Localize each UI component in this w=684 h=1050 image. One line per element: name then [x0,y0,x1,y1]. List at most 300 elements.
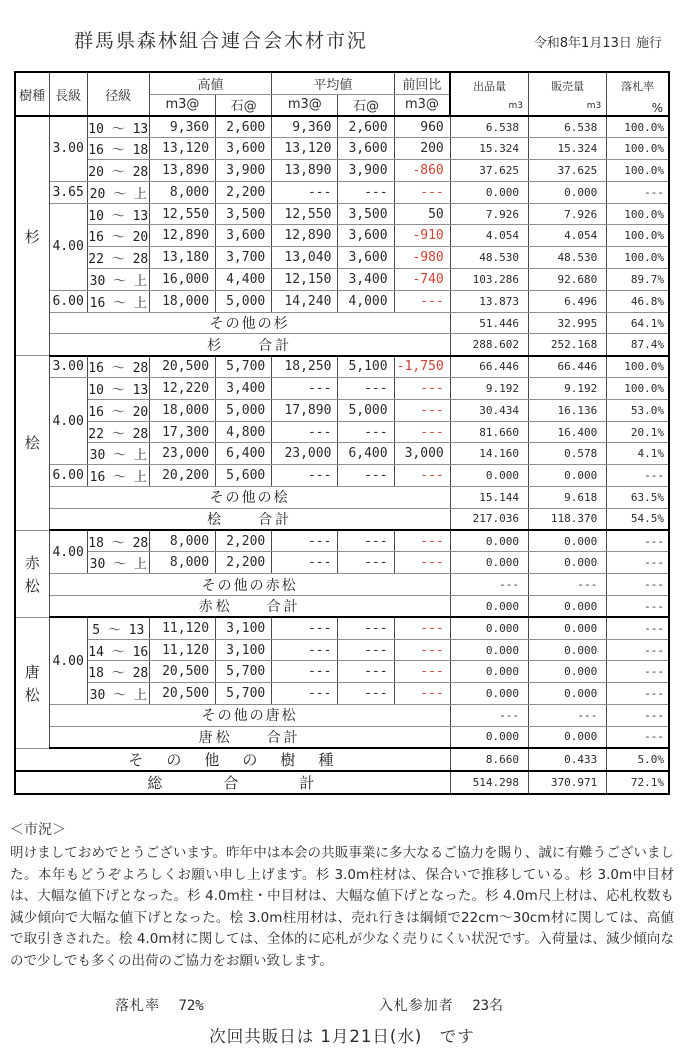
cell-offered: 0.000 [450,726,528,748]
col-header-offered [450,72,528,116]
cell-rate: 4.1% [607,443,669,465]
cell-sold: 9.192 [528,378,606,400]
cell-high-m3: 11,120 [149,639,215,661]
cell-prev-diff: --- [394,683,450,705]
cell-high-m3: 8,000 [149,530,215,552]
cell-avg-koku: 6,400 [338,443,394,465]
cell-avg-m3: 14,240 [272,290,338,312]
cell-sold: 0.000 [528,552,606,574]
total-label: 桧 合計 [49,508,450,530]
cell-avg-koku: --- [338,378,394,400]
table-row-total [15,334,669,356]
cell-prev-diff: -860 [394,160,450,182]
length-grade: 3.00 [49,116,87,181]
cell-prev-diff: --- [394,421,450,443]
cell-avg-m3: --- [272,530,338,552]
other-label: その他の桧 [49,487,450,509]
cell-prev-diff: --- [394,661,450,683]
cell-offered: 15.144 [450,487,528,509]
cell-sold: 0.000 [528,683,606,705]
page [0,26,684,1050]
bid-rate-label: 落札率 [115,997,160,1014]
cell-rate: --- [607,530,669,552]
species-label: 唐松 [15,617,49,748]
cell-offered: 9.192 [450,378,528,400]
table-row [15,269,669,291]
diameter-grade: 16 ～ 上 [87,290,149,312]
cell-rate: 87.4% [607,334,669,356]
cell-sold: 32.995 [528,312,606,334]
cell-rate: 100.0% [607,247,669,269]
length-grade: 4.00 [49,617,87,704]
table-row-total [15,508,669,530]
table-row [15,247,669,269]
cell-sold: 0.000 [528,617,606,639]
cell-sold: 6.496 [528,290,606,312]
cell-rate: 100.0% [607,356,669,378]
cell-offered: 14.160 [450,443,528,465]
cell-rate: --- [607,683,669,705]
report-heading: ＜市況＞ [10,822,66,839]
cell-high-koku: 3,500 [216,203,272,225]
length-grade: 6.00 [49,290,87,312]
cell-avg-koku: 3,600 [338,225,394,247]
cell-sold: 66.446 [528,356,606,378]
cell-high-koku: 5,000 [216,399,272,421]
cell-high-m3: 20,500 [149,356,215,378]
table-row [15,181,669,203]
cell-prev-diff: --- [394,181,450,203]
cell-high-koku: 3,100 [216,639,272,661]
cell-rate: 100.0% [607,138,669,160]
cell-high-m3: 13,890 [149,160,215,182]
col-header-rate [607,72,669,116]
cell-avg-m3: --- [272,661,338,683]
cell-avg-m3: 13,890 [272,160,338,182]
col-header-average: 平均値 [272,72,394,94]
cell-avg-koku: 3,600 [338,247,394,269]
cell-high-koku: 2,200 [216,552,272,574]
cell-offered: 48.530 [450,247,528,269]
cell-high-m3: 17,300 [149,421,215,443]
cell-high-m3: 20,500 [149,683,215,705]
cell-rate: 100.0% [607,378,669,400]
unit-high-m3: m3@ [149,94,215,116]
cell-avg-m3: 12,150 [272,269,338,291]
cell-rate: --- [607,639,669,661]
length-grade: 6.00 [49,465,87,487]
diameter-grade: 10 ～ 13 [87,116,149,138]
sold-unit: m3 [586,101,602,111]
cell-rate: 100.0% [607,116,669,138]
cell-prev-diff: -980 [394,247,450,269]
total-label: 赤松 合計 [49,596,450,618]
cell-avg-m3: --- [272,378,338,400]
cell-rate: 54.5% [607,508,669,530]
table-row [15,683,669,705]
cell-rate: 72.1% [607,771,669,794]
cell-offered: 15.324 [450,138,528,160]
cell-sold: --- [528,574,606,596]
cell-rate: 64.1% [607,312,669,334]
diameter-grade: 14 ～ 16 [87,639,149,661]
table-row [15,116,669,138]
cell-high-koku: 5,700 [216,661,272,683]
cell-high-koku: 4,400 [216,269,272,291]
table-row-other-species-label: そ の 他 の 樹 種 [15,748,450,771]
cell-avg-koku: 2,600 [338,116,394,138]
table-row [15,530,669,552]
table-row-other [15,574,669,596]
cell-prev-diff: --- [394,639,450,661]
next-sale-date: 次回共販日は 1月21日(水) です [209,1026,475,1046]
species-label: 桧 [15,356,49,530]
cell-high-m3: 12,220 [149,378,215,400]
diameter-grade: 20 ～ 28 [87,160,149,182]
bid-rate-value: 72% [178,997,204,1014]
cell-offered: 0.000 [450,661,528,683]
cell-rate: --- [607,661,669,683]
cell-offered: 8.660 [450,748,528,771]
diameter-grade: 10 ～ 13 [87,203,149,225]
col-header-high: 高値 [149,72,271,94]
diameter-grade: 16 ～ 20 [87,225,149,247]
cell-high-m3: 12,890 [149,225,215,247]
other-label: その他の唐松 [49,705,450,727]
cell-offered: 217.036 [450,508,528,530]
market-table-body [15,116,669,794]
cell-high-m3: 13,180 [149,247,215,269]
cell-prev-diff: --- [394,290,450,312]
cell-avg-koku: --- [338,181,394,203]
participants [379,995,503,1015]
diameter-grade: 30 ～ 上 [87,552,149,574]
sold-label: 販売量 [551,80,585,93]
cell-avg-koku: --- [338,617,394,639]
cell-avg-m3: 12,550 [272,203,338,225]
cell-rate: 100.0% [607,203,669,225]
cell-avg-koku: --- [338,421,394,443]
cell-high-koku: 5,600 [216,465,272,487]
cell-high-koku: 5,000 [216,290,272,312]
cell-high-koku: 3,600 [216,225,272,247]
cell-sold: 0.000 [528,661,606,683]
cell-high-koku: 5,700 [216,683,272,705]
table-row-other-species [15,748,669,771]
cell-avg-m3: --- [272,683,338,705]
cell-avg-koku: 3,900 [338,160,394,182]
cell-offered: 66.446 [450,356,528,378]
cell-offered: 6.538 [450,116,528,138]
diameter-grade: 30 ～ 上 [87,269,149,291]
cell-high-koku: 3,100 [216,617,272,639]
cell-high-m3: 18,000 [149,290,215,312]
cell-sold: 0.000 [528,726,606,748]
table-row [15,290,669,312]
title-bar [12,26,672,53]
diameter-grade: 22 ～ 28 [87,421,149,443]
cell-prev-diff: 200 [394,138,450,160]
cell-rate: 63.5% [607,487,669,509]
cell-sold: 4.054 [528,225,606,247]
table-header [15,72,669,116]
participants-label: 入札参加者 [378,997,454,1014]
cell-high-koku: 5,700 [216,356,272,378]
diameter-grade: 20 ～ 上 [87,181,149,203]
cell-high-m3: 12,550 [149,203,215,225]
cell-rate: 5.0% [607,748,669,771]
col-header-prev-diff: 前回比 [394,72,450,94]
cell-sold: 0.000 [528,596,606,618]
cell-high-m3: 8,000 [149,181,215,203]
cell-rate: 46.8% [607,290,669,312]
table-row [15,617,669,639]
length-grade: 3.00 [49,356,87,378]
table-row-grand-total [15,771,669,794]
cell-sold: --- [528,705,606,727]
cell-sold: 252.168 [528,334,606,356]
cell-rate: --- [607,574,669,596]
footer-stats [0,995,684,1015]
cell-avg-koku: 4,000 [338,290,394,312]
cell-prev-diff: -910 [394,225,450,247]
other-label: その他の赤松 [49,574,450,596]
cell-offered: 7.926 [450,203,528,225]
total-label: 杉 合計 [49,334,450,356]
cell-sold: 92.680 [528,269,606,291]
cell-prev-diff: 3,000 [394,443,450,465]
cell-offered: 81.660 [450,421,528,443]
table-row [15,399,669,421]
cell-sold: 0.578 [528,443,606,465]
cell-high-koku: 2,600 [216,116,272,138]
cell-avg-koku: --- [338,552,394,574]
cell-avg-m3: --- [272,639,338,661]
cell-rate: 100.0% [607,160,669,182]
table-row [15,138,669,160]
cell-high-m3: 20,200 [149,465,215,487]
cell-offered: 0.000 [450,552,528,574]
table-row [15,356,669,378]
cell-offered: --- [450,705,528,727]
table-row-total [15,726,669,748]
table-row [15,661,669,683]
diameter-grade: 16 ～ 18 [87,138,149,160]
cell-sold: 118.370 [528,508,606,530]
unit-high-koku: 石@ [216,94,272,116]
unit-avg-m3: m3@ [272,94,338,116]
col-header-sold [528,72,606,116]
table-row-total [15,596,669,618]
successful-bid-rate [115,995,204,1015]
table-row [15,160,669,182]
cell-avg-koku: 3,400 [338,269,394,291]
offered-label: 出品量 [473,80,507,93]
length-grade: 3.65 [49,181,87,203]
table-row [15,443,669,465]
table-row [15,225,669,247]
cell-high-koku: 3,400 [216,378,272,400]
unit-diff-m3: m3@ [394,94,450,116]
rate-unit: % [651,101,663,115]
cell-sold: 0.433 [528,748,606,771]
cell-offered: 0.000 [450,530,528,552]
table-row-other [15,705,669,727]
table-row [15,378,669,400]
table-row [15,639,669,661]
participants-value: 23名 [472,997,504,1014]
cell-prev-diff: --- [394,399,450,421]
length-grade: 4.00 [49,530,87,574]
col-header-species: 樹種 [15,72,49,116]
cell-avg-koku: --- [338,639,394,661]
cell-avg-m3: --- [272,465,338,487]
species-label: 杉 [15,116,49,356]
cell-rate: --- [607,552,669,574]
cell-high-m3: 8,000 [149,552,215,574]
cell-sold: 0.000 [528,181,606,203]
diameter-grade: 16 ～ 28 [87,356,149,378]
length-grade: 4.00 [49,203,87,290]
cell-avg-m3: 17,890 [272,399,338,421]
rate-label: 落札率 [621,80,655,93]
cell-high-koku: 2,200 [216,181,272,203]
diameter-grade: 16 ～ 20 [87,399,149,421]
diameter-grade: 22 ～ 28 [87,247,149,269]
cell-high-koku: 2,200 [216,530,272,552]
cell-rate: --- [607,705,669,727]
cell-prev-diff: 50 [394,203,450,225]
cell-avg-m3: --- [272,181,338,203]
cell-offered: 0.000 [450,683,528,705]
cell-offered: --- [450,574,528,596]
cell-offered: 4.054 [450,225,528,247]
cell-prev-diff: --- [394,552,450,574]
diameter-grade: 10 ～ 13 [87,378,149,400]
table-row-other [15,487,669,509]
cell-offered: 51.446 [450,312,528,334]
cell-rate: 20.1% [607,421,669,443]
cell-offered: 103.286 [450,269,528,291]
diameter-grade: 30 ～ 上 [87,443,149,465]
cell-prev-diff: 960 [394,116,450,138]
table-row [15,552,669,574]
table-row-grand-total-label: 総 合 計 [15,771,450,794]
cell-avg-m3: 18,250 [272,356,338,378]
market-report [10,819,674,973]
table-row [15,203,669,225]
cell-high-koku: 4,800 [216,421,272,443]
cell-prev-diff: --- [394,378,450,400]
cell-avg-koku: 3,500 [338,203,394,225]
table-row [15,465,669,487]
cell-avg-m3: 13,120 [272,138,338,160]
issue-date: 令和8年1月13日 施行 [533,36,662,51]
cell-high-m3: 11,120 [149,617,215,639]
cell-offered: 514.298 [450,771,528,794]
cell-rate: --- [607,181,669,203]
cell-offered: 0.000 [450,181,528,203]
cell-sold: 48.530 [528,247,606,269]
cell-rate: 100.0% [607,225,669,247]
cell-avg-koku: --- [338,683,394,705]
total-label: 唐松 合計 [49,726,450,748]
cell-high-m3: 13,120 [149,138,215,160]
cell-avg-m3: 13,040 [272,247,338,269]
cell-prev-diff: -740 [394,269,450,291]
cell-offered: 0.000 [450,639,528,661]
diameter-grade: 30 ～ 上 [87,683,149,705]
cell-offered: 37.625 [450,160,528,182]
cell-rate: --- [607,596,669,618]
table-row [15,421,669,443]
cell-sold: 9.618 [528,487,606,509]
cell-rate: --- [607,617,669,639]
cell-prev-diff: --- [394,465,450,487]
col-header-length: 長級 [49,72,87,116]
cell-offered: 0.000 [450,465,528,487]
unit-avg-koku: 石@ [338,94,394,116]
cell-high-m3: 16,000 [149,269,215,291]
table-row-other [15,312,669,334]
cell-offered: 30.434 [450,399,528,421]
cell-rate: --- [607,465,669,487]
species-label: 赤松 [15,530,49,617]
cell-high-m3: 23,000 [149,443,215,465]
other-label: その他の杉 [49,312,450,334]
cell-prev-diff: --- [394,617,450,639]
cell-high-koku: 3,600 [216,138,272,160]
cell-high-koku: 3,700 [216,247,272,269]
cell-sold: 0.000 [528,465,606,487]
cell-avg-m3: --- [272,421,338,443]
cell-rate: 89.7% [607,269,669,291]
cell-sold: 0.000 [528,530,606,552]
cell-avg-m3: 9,360 [272,116,338,138]
offered-unit: m3 [508,101,523,111]
cell-sold: 370.971 [528,771,606,794]
cell-high-m3: 18,000 [149,399,215,421]
cell-avg-koku: --- [338,530,394,552]
report-paragraph: 明けましておめでとうございます。昨年中は本会の共販事業に多大なるご協力を賜り、誠に有難うございました。本年もどうぞよろしくお願い申し上げます。杉 3.0m柱材は、保合いで推移している。杉 3.0m中目材は、大幅な値下げとなった。杉 4.0m柱・中目材は、大幅な値下げとなった。杉 4.0m尺上材は、応札枚数も減少傾向で大幅な値下げとなった。桧 3.0m柱用材は、売れ行きは綱傾で22cm～30cm材に関しては、高値で取引きされた。桧 4.0m材に関しては、全体的に応札が少なく売りにくい状況です。入荷量は、減少傾向なので少しでも多くの出荷のご協力をお願い致します。 [10,845,674,970]
cell-sold: 0.000 [528,639,606,661]
cell-rate: 53.0% [607,399,669,421]
cell-rate: --- [607,726,669,748]
page-title: 群馬県森林組合連合会木材市況 [74,30,369,52]
cell-offered: 0.000 [450,617,528,639]
cell-avg-m3: --- [272,617,338,639]
length-grade: 4.00 [49,378,87,465]
cell-sold: 15.324 [528,138,606,160]
cell-avg-m3: 23,000 [272,443,338,465]
cell-high-koku: 6,400 [216,443,272,465]
diameter-grade: 5 ～ 13 [87,617,149,639]
cell-sold: 16.400 [528,421,606,443]
diameter-grade: 18 ～ 28 [87,530,149,552]
cell-high-m3: 9,360 [149,116,215,138]
diameter-grade: 16 ～ 上 [87,465,149,487]
diameter-grade: 18 ～ 28 [87,661,149,683]
cell-sold: 7.926 [528,203,606,225]
cell-avg-koku: --- [338,661,394,683]
cell-offered: 0.000 [450,596,528,618]
cell-high-koku: 3,900 [216,160,272,182]
cell-offered: 13.873 [450,290,528,312]
cell-high-m3: 20,500 [149,661,215,683]
col-header-diameter: 径級 [87,72,149,116]
cell-avg-koku: 5,000 [338,399,394,421]
cell-sold: 16.136 [528,399,606,421]
